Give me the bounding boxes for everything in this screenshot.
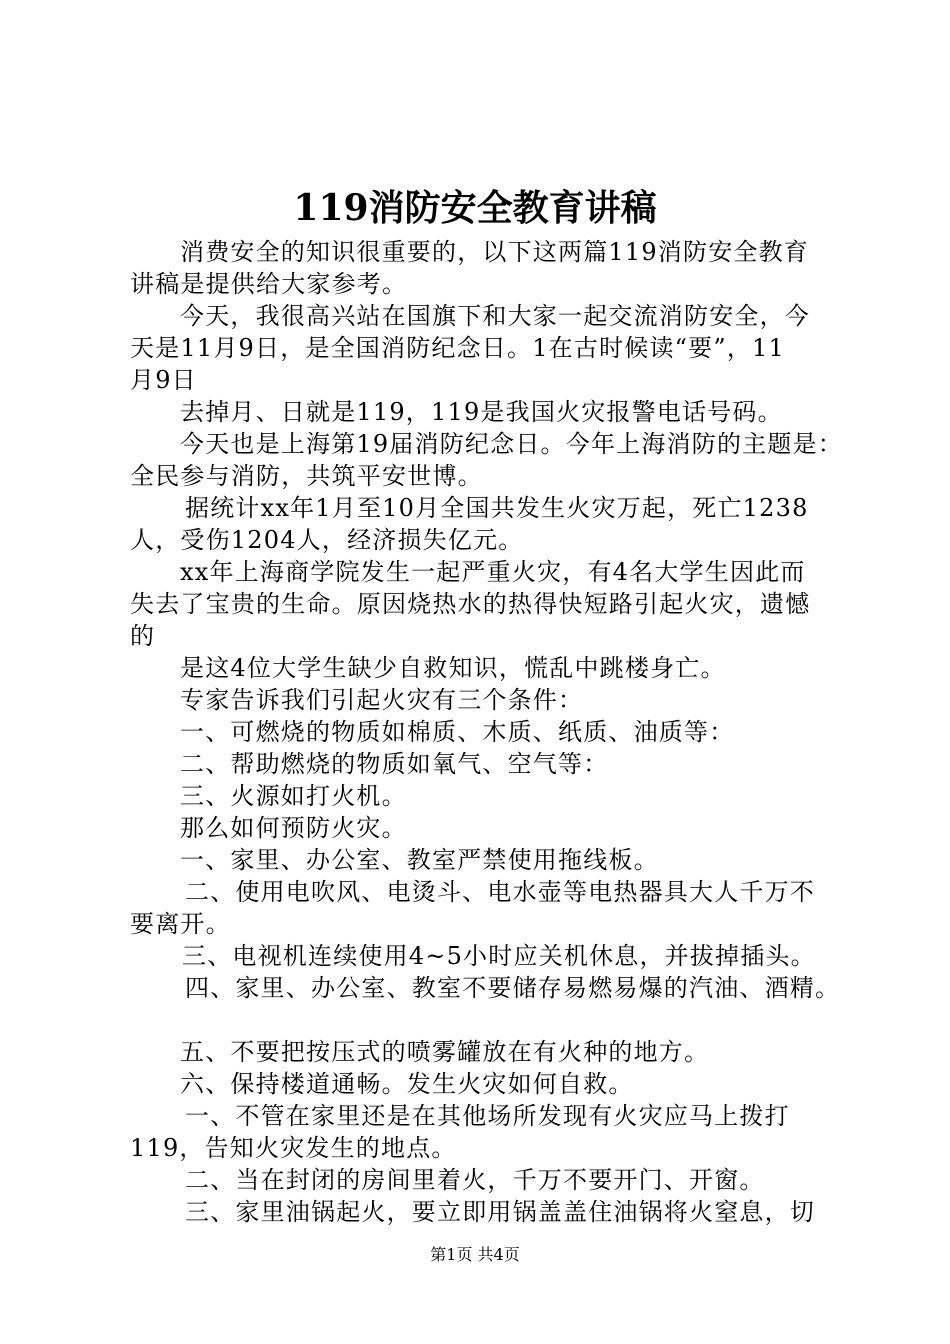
paragraph-line: 的 <box>130 622 156 650</box>
paragraph-line: 二、帮助燃烧的物质如氧气、空气等： <box>180 750 609 778</box>
paragraph-line: 今天也是上海第19届消防纪念日。今年上海消防的主题是： <box>180 430 843 458</box>
paragraph-line: 据统计xx年1月至10月全国共发生火灾万起，死亡1238 <box>185 494 809 522</box>
blank-line <box>130 1004 832 1036</box>
paragraph-line: 119，告知火灾发生的地点。 <box>130 1134 457 1162</box>
document-title: 119消防安全教育讲稿 <box>293 187 657 229</box>
paragraph-line: 月9日 <box>130 366 197 394</box>
page-footer: 第1页 共4页 <box>430 1245 520 1264</box>
paragraph-line: 今天，我很高兴站在国旗下和大家一起交流消防安全，今 <box>180 302 810 330</box>
paragraph-line: xx年上海商学院发生一起严重火灾，有4名大学生因此而 <box>180 558 806 586</box>
paragraph-line: 天是11月9日，是全国消防纪念日。1在古时候读“要”，11 <box>130 334 785 362</box>
paragraph-line: 三、电视机连续使用4~5小时应关机休息，并拔掉插头。 <box>182 942 816 970</box>
paragraph-line: 三、家里油锅起火，要立即用锅盖盖住油锅将火窒息，切 <box>185 1198 815 1226</box>
paragraph-line: 要离开。 <box>130 910 231 938</box>
paragraph-line: 三、火源如打火机。 <box>180 782 407 810</box>
paragraph-line: 六、保持楼道通畅。发生火灾如何自救。 <box>180 1070 634 1098</box>
paragraph-line: 失去了宝贵的生命。原因烧热水的热得快短路引起火灾，遗憾 <box>130 590 811 618</box>
paragraph-line: 那么如何预防火灾。 <box>180 814 407 842</box>
paragraph-line: 四、家里、办公室、教室不要储存易燃易爆的汽油、酒精。 <box>185 974 841 1002</box>
paragraph-line: 五、不要把按压式的喷雾罐放在有火种的地方。 <box>180 1038 710 1066</box>
paragraph-line: 全民参与消防，共筑平安世博。 <box>130 462 483 490</box>
paragraph-line: 一、可燃烧的物质如棉质、木质、纸质、油质等： <box>180 718 735 746</box>
paragraph-line: 专家告诉我们引起火灾有三个条件： <box>180 686 584 714</box>
paragraph-line: 二、使用电吹风、电烫斗、电水壶等电热器具大人千万不 <box>185 878 815 906</box>
paragraph-line: 一、家里、办公室、教室严禁使用拖线板。 <box>180 846 659 874</box>
paragraph-line: 一、不管在家里还是在其他场所发现有火灾应马上拨打 <box>185 1102 790 1130</box>
paragraph-line: 是这4位大学生缺少自救知识，慌乱中跳楼身亡。 <box>180 654 726 682</box>
paragraph-line: 消费安全的知识很重要的，以下这两篇119消防安全教育 <box>180 238 810 266</box>
document-body <box>130 236 843 1228</box>
paragraph-line: 讲稿是提供给大家参考。 <box>130 270 408 298</box>
paragraph-line: 去掉月、日就是119，119是我国火灾报警电话号码。 <box>180 398 783 426</box>
paragraph-line: 人，受伤1204人，经济损失亿元。 <box>130 526 524 554</box>
paragraph-line: 二、当在封闭的房间里着火，千万不要开门、开窗。 <box>185 1166 765 1194</box>
